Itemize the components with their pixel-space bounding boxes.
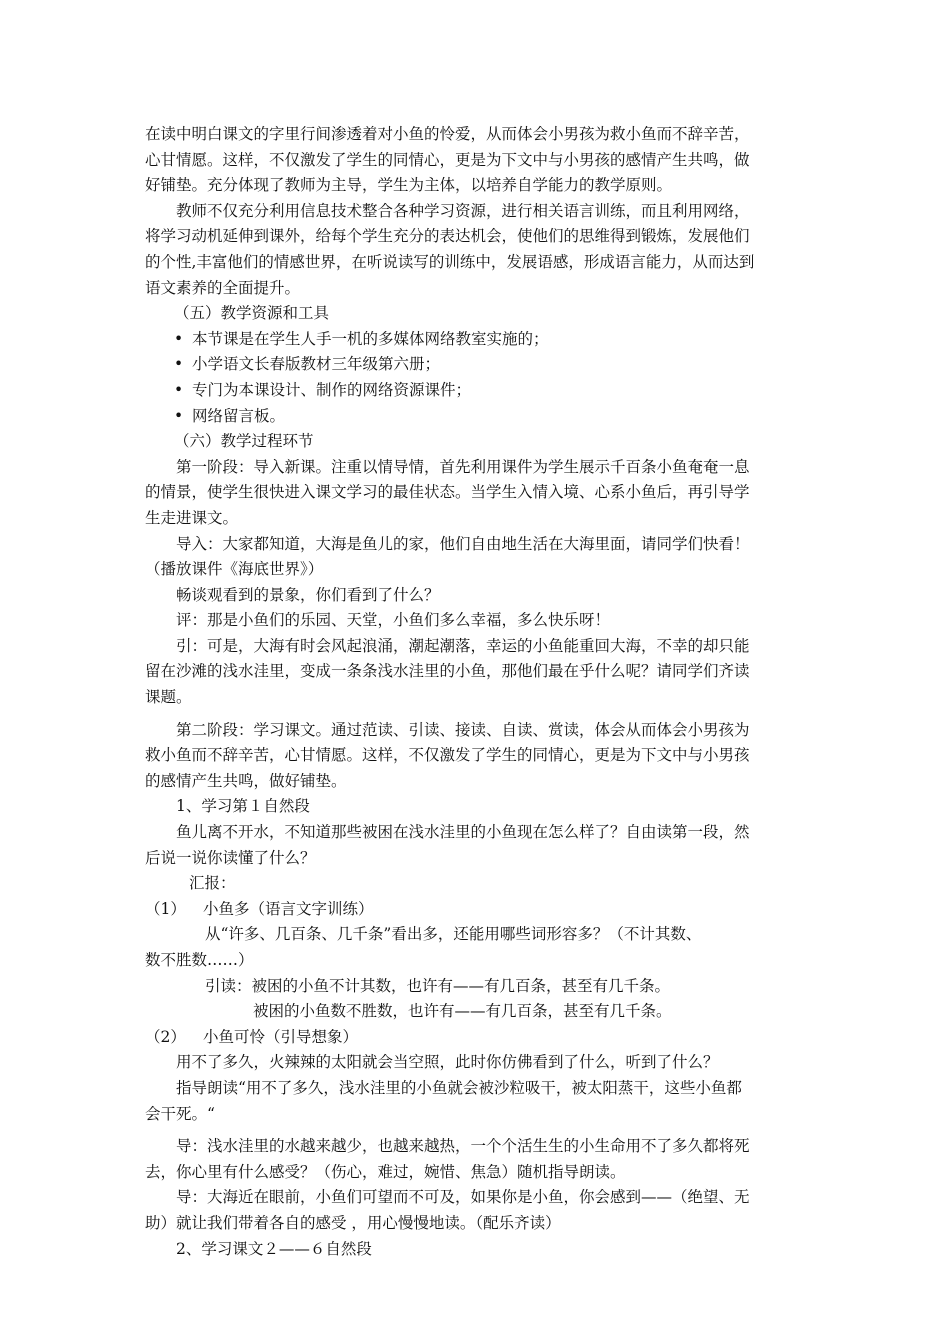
text-line: 将学习动机延伸到课外，给每个学生充分的表达机会，使他们的思维得到锻炼，发展他们 (145, 227, 750, 246)
bullet-item (145, 352, 815, 378)
text-line: 心甘情愿。这样，不仅激发了学生的同情心，更是为下文中与小男孩的感情产生共鸣，做 (145, 150, 750, 169)
text-line: 畅谈观看到的景象，你们看到了什么？ (176, 585, 440, 604)
bullet-icon: • (174, 355, 184, 374)
bullet-icon: • (174, 406, 184, 425)
text-line: 的情景，使学生很快进入课文学习的最佳状态。当学生入情入境、心系小鱼后，再引导学 (145, 483, 750, 502)
text-line: 第一阶段：导入新课。注重以情导情，首先利用课件为学生展示千百条小鱼奄奄一息 (176, 457, 750, 476)
text-line: 导入：大家都知道，大海是鱼儿的家，他们自由地生活在大海里面，请同学们快看！ (176, 534, 750, 553)
text-line: 引读：被困的小鱼不计其数，也许有——有几百条，甚至有几千条。 (205, 976, 671, 995)
text-line: 生走进课文。 (145, 508, 239, 527)
bullet-text: 本节课是在学生人手一机的多媒体网络教室实施的； (192, 329, 549, 348)
item-text: 小鱼可怜（引导想象） (203, 1027, 359, 1046)
text-line: 救小鱼而不辞辛苦，心甘情愿。这样，不仅激发了学生的同情心，更是为下文中与小男孩 (145, 746, 750, 765)
text-line: 会干死。“ (145, 1104, 215, 1123)
text-line: 好铺垫。充分体现了教师为主导，学生为主体，以培养自学能力的教学原则。 (145, 176, 673, 195)
text-line: 的个性,丰富他们的情感世界，在听说读写的训练中，发展语感，形成语言能力，从而达到 (145, 252, 755, 271)
text-line: 导：浅水洼里的水越来越少，也越来越热，一个个活生生的小生命用不了多久都将死 (176, 1137, 750, 1156)
bullet-item (145, 378, 815, 404)
text-line: 导：大海近在眼前，小鱼们可望而不可及，如果你是小鱼，你会感到——（绝望、无 (176, 1188, 750, 1207)
section-heading: （六）教学过程环节 (174, 432, 314, 451)
text-line: 教师不仅充分利用信息技术整合各种学习资源，进行相关语言训练，而且利用网络， (176, 201, 750, 220)
text-line: 汇报： (189, 874, 236, 893)
bullet-icon: • (174, 329, 184, 348)
text-line: 评：那是小鱼们的乐园、天堂，小鱼们多么幸福，多么快乐呀！ (176, 611, 611, 630)
text-line: 鱼儿离不开水，不知道那些被困在浅水洼里的小鱼现在怎么样了？自由读第一段，然 (176, 823, 750, 842)
text-line: 后说一说你读懂了什么？ (145, 848, 316, 867)
bullet-icon: • (174, 380, 184, 399)
text-line: 数不胜数……） (145, 951, 254, 969)
bullet-item (145, 327, 815, 353)
text-line: 去，你心里有什么感受？（伤心，难过，婉惜、焦急）随机指导朗读。 (145, 1162, 626, 1181)
text-line: 在读中明白课文的字里行间渗透着对小鱼的怜爱，从而体会小男孩为救小鱼而不辞辛苦， (145, 125, 750, 143)
bullet-text: 网络留言板。 (192, 406, 286, 425)
text-line: 引：可是，大海有时会风起浪涌，潮起潮落，幸运的小鱼能重回大海，不幸的却只能 (176, 636, 750, 655)
item-number: （1） (145, 899, 186, 918)
bullet-text: 小学语文长春版教材三年级第六册； (192, 355, 441, 374)
item-text: 小鱼多（语言文字训练） (203, 899, 374, 918)
text-line: 被困的小鱼数不胜数，也许有——有几百条，甚至有几千条。 (253, 1002, 672, 1021)
bullet-text: 专门为本课设计、制作的网络资源课件； (192, 380, 472, 399)
subsection-heading: 1、学习第１自然段 (176, 797, 310, 816)
item-number: （2） (145, 1027, 186, 1046)
numbered-item (145, 1025, 815, 1051)
text-line: 语文素养的全面提升。 (145, 278, 301, 297)
text-line: 留在沙滩的浅水洼里，变成一条条浅水洼里的小鱼，那他们最在乎什么呢？请同学们齐读 (145, 662, 750, 681)
bullet-item (145, 404, 815, 430)
text-line: 用不了多久，火辣辣的太阳就会当空照，此时你仿佛看到了什么，听到了什么？ (176, 1053, 719, 1072)
text-line: 的感情产生共鸣，做好铺垫。 (145, 771, 347, 790)
text-line: 助）就让我们带着各自的感受 ，用心慢慢地读。（配乐齐读） (145, 1213, 561, 1232)
text-line: （播放课件《海底世界》） (145, 560, 324, 579)
document-body (145, 122, 815, 1262)
subsection-heading: 2、学习课文２——６自然段 (176, 1239, 372, 1258)
text-line: 课题。 (145, 688, 192, 707)
section-heading: （五）教学资源和工具 (174, 304, 330, 323)
text-line: 从“许多、几百条、几千条”看出多，还能用哪些词形容多？（不计其数、 (205, 925, 702, 944)
numbered-item (145, 897, 815, 923)
text-line: 指导朗读“用不了多久，浅水洼里的小鱼就会被沙粒吸干，被太阳蒸干，这些小鱼都 (176, 1078, 742, 1097)
text-line: 第二阶段：学习课文。通过范读、引读、接读、自读、赏读，体会从而体会小男孩为 (176, 720, 750, 739)
